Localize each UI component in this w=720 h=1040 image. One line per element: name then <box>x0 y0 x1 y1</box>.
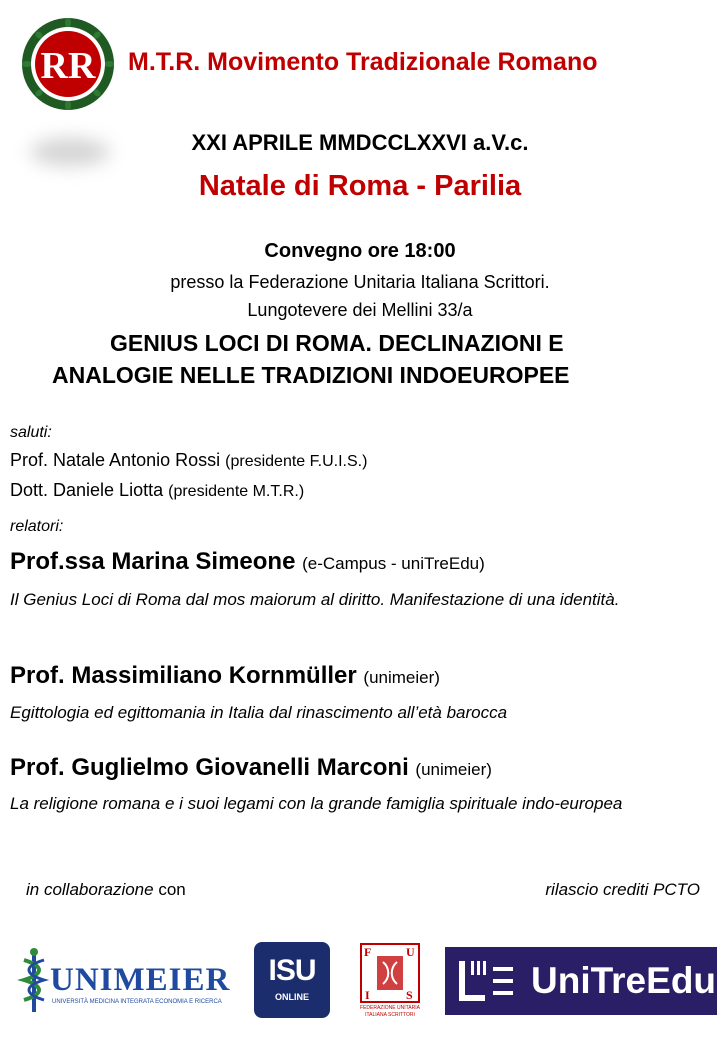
unimeier-logo <box>10 944 232 1016</box>
saluti-person-name: Dott. Daniele Liotta <box>10 480 164 500</box>
collaboration-label <box>26 880 186 900</box>
conference-time: Convegno ore 18:00 <box>264 240 456 262</box>
event-date: XXI APRILE MMDCCLXXVI a.V.c. <box>191 130 529 155</box>
fuis-subtitle-1: FEDERAZIONE UNITARIA <box>360 1005 420 1011</box>
fuis-emblem-icon <box>377 956 403 990</box>
speaker-affiliation: (unimeier) <box>415 760 492 779</box>
saluti-person-role: (presidente F.U.I.S.) <box>225 453 368 470</box>
unitreedu-logo <box>445 947 717 1015</box>
speaker-name: Prof. Guglielmo Giovanelli Marconi <box>10 754 409 781</box>
fuis-letter-f: F <box>364 945 372 959</box>
isu-subtitle: ONLINE <box>274 992 309 1002</box>
event-title: Natale di Roma - Parilia <box>198 170 522 202</box>
org-title: M.T.R. Movimento Tradizionale Romano <box>128 48 598 76</box>
topic-title-line-2: ANALOGIE NELLE TRADIZIONI INDOEUROPEE <box>52 362 570 388</box>
address: Lungotevere dei Mellini 33/a <box>247 300 473 320</box>
unimeier-name: UNIMEIER <box>50 962 231 998</box>
saluti-person-role: (presidente M.T.R.) <box>168 483 305 500</box>
isu-online-logo <box>254 942 330 1018</box>
saluti-person-2 <box>10 480 304 501</box>
isu-title: ISU <box>268 954 316 987</box>
fuis-letter-s: S <box>406 988 413 1002</box>
speaker-2 <box>10 662 440 690</box>
unimeier-subtitle: UNIVERSITÀ MEDICINA INTEGRATA ECONOMIA E RICERCA <box>52 999 222 1005</box>
venue: presso la Federazione Unitaria Italiana Scrittori. <box>170 272 550 292</box>
speaker-1-talk: Il Genius Loci di Roma dal mos maiorum al diritto. Manifestazione di una identità. <box>10 590 620 609</box>
saluti-person-name: Prof. Natale Antonio Rossi <box>10 450 221 470</box>
speaker-name: Prof.ssa Marina Simeone <box>10 548 296 575</box>
topic-title-line-1: GENIUS LOCI DI ROMA. DECLINAZIONI E <box>110 330 564 356</box>
fuis-logo <box>357 942 423 1018</box>
mtr-logo-letters: RR <box>40 45 96 87</box>
fuis-letter-i: I <box>365 988 370 1002</box>
unitreedu-name: UniTreEdu <box>531 960 717 1001</box>
fuis-letter-u: U <box>406 945 415 959</box>
saluti-label: saluti: <box>10 424 52 441</box>
speaker-2-talk: Egittologia ed egittomania in Italia dal rinascimento all’età barocca <box>10 703 508 722</box>
collab-italic: in collaborazione <box>26 880 154 899</box>
speaker-3-talk: La religione romana e i suoi legami con la grande famiglia spirituale indo-europea <box>10 794 623 813</box>
pcto-credits: rilascio crediti PCTO <box>545 880 700 899</box>
mtr-logo <box>20 16 116 112</box>
speaker-3 <box>10 754 492 782</box>
saluti-person-1 <box>10 450 367 471</box>
fuis-subtitle-2: ITALIANA SCRITTORI <box>365 1012 415 1018</box>
collab-with: con <box>158 880 186 899</box>
speaker-name: Prof. Massimiliano Kornmüller <box>10 662 357 689</box>
relatori-label: relatori: <box>10 518 64 535</box>
speaker-affiliation: (e-Campus - uniTreEdu) <box>302 554 485 573</box>
unitreedu-mark-icon <box>459 961 523 1001</box>
speaker-affiliation: (unimeier) <box>363 668 440 687</box>
speaker-1 <box>10 548 485 576</box>
